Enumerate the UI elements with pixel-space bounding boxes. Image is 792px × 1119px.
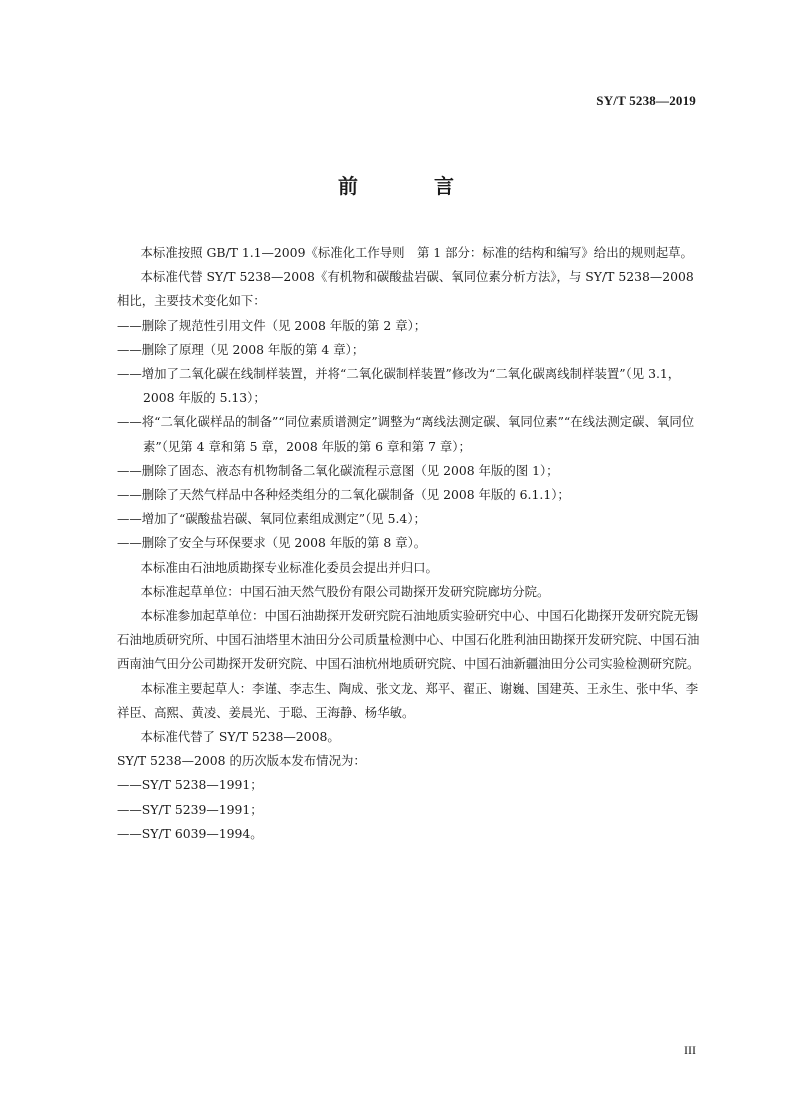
change-item: ——将“二氧化碳样品的制备”“同位素质谱测定”调整为“离线法测定碳、氧同位素”“在线法测定碳、氧同位素”（见第 4 章和第 5 章，2008 年版的第 6 章和第 7 章）；: [117, 414, 695, 454]
paragraph: 本标准由石油地质勘探专业标准化委员会提出并归口。: [140, 559, 438, 575]
paragraph: 本标准主要起草人：李谨、李志生、陶成、张文龙、郑平、翟正、谢巍、国建英、王永生、张中华、李祥臣、高熙、黄凌、姜晨光、于聪、王海静、杨华敏。: [117, 680, 699, 720]
page-title: 前 言: [338, 174, 482, 198]
paragraph: 本标准参加起草单位：中国石油勘探开发研究院石油地质实验研究中心、中国石化勘探开发研究院无锡石油地质研究所、中国石油塔里木油田分公司质量检测中心、中国石化胜利油田勘探开发研究院、中国石油西南油气田分公司勘探开发研究院、中国石油杭州地质研究院、中国石油新疆油田分公司实验检测研究院。: [117, 608, 700, 672]
paragraph: 本标准代替 SY/T 5238—2008《有机物和碳酸盐岩碳、氧同位素分析方法》，与 SY/T 5238—2008 相比，主要技术变化如下：: [117, 269, 694, 309]
foreword-body: [117, 241, 709, 846]
paragraph: 本标准代替了 SY/T 5238—2008。: [140, 729, 340, 745]
standard-code: SY/T 5238—2019: [596, 93, 696, 108]
page-number: III: [684, 1043, 696, 1057]
change-item: ——删除了天然气样品中各种烃类组分的二氧化碳制备（见 2008 年版的 6.1.1）；: [117, 487, 570, 503]
version-item: ——SY/T 6039—1994。: [117, 825, 263, 841]
change-item: ——删除了安全与环保要求（见 2008 年版的第 8 章）。: [117, 535, 427, 551]
paragraph: 本标准起草单位：中国石油天然气股份有限公司勘探开发研究院廊坊分院。: [140, 583, 550, 599]
version-item: ——SY/T 5238—1991；: [117, 777, 263, 793]
change-item: ——删除了原理（见 2008 年版的第 4 章）；: [117, 341, 365, 357]
version-item: ——SY/T 5239—1991；: [117, 801, 263, 817]
change-item: ——删除了固态、液态有机物制备二氧化碳流程示意图（见 2008 年版的图 1）；: [117, 462, 559, 478]
change-item: ——增加了二氧化碳在线制样装置，并将“二氧化碳制样装置”修改为“二氧化碳离线制样装置”（见 3.1，2008 年版的 5.13）；: [117, 366, 681, 406]
change-item: ——增加了“碳酸盐岩碳、氧同位素组成测定”（见 5.4）；: [117, 511, 426, 527]
paragraph: SY/T 5238—2008 的历次版本发布情况为：: [117, 753, 366, 769]
paragraph: 本标准按照 GB/T 1.1—2009《标准化工作导则 第 1 部分：标准的结构和编写》给出的规则起草。: [140, 245, 693, 260]
change-item: ——删除了规范性引用文件（见 2008 年版的第 2 章）；: [117, 317, 427, 333]
